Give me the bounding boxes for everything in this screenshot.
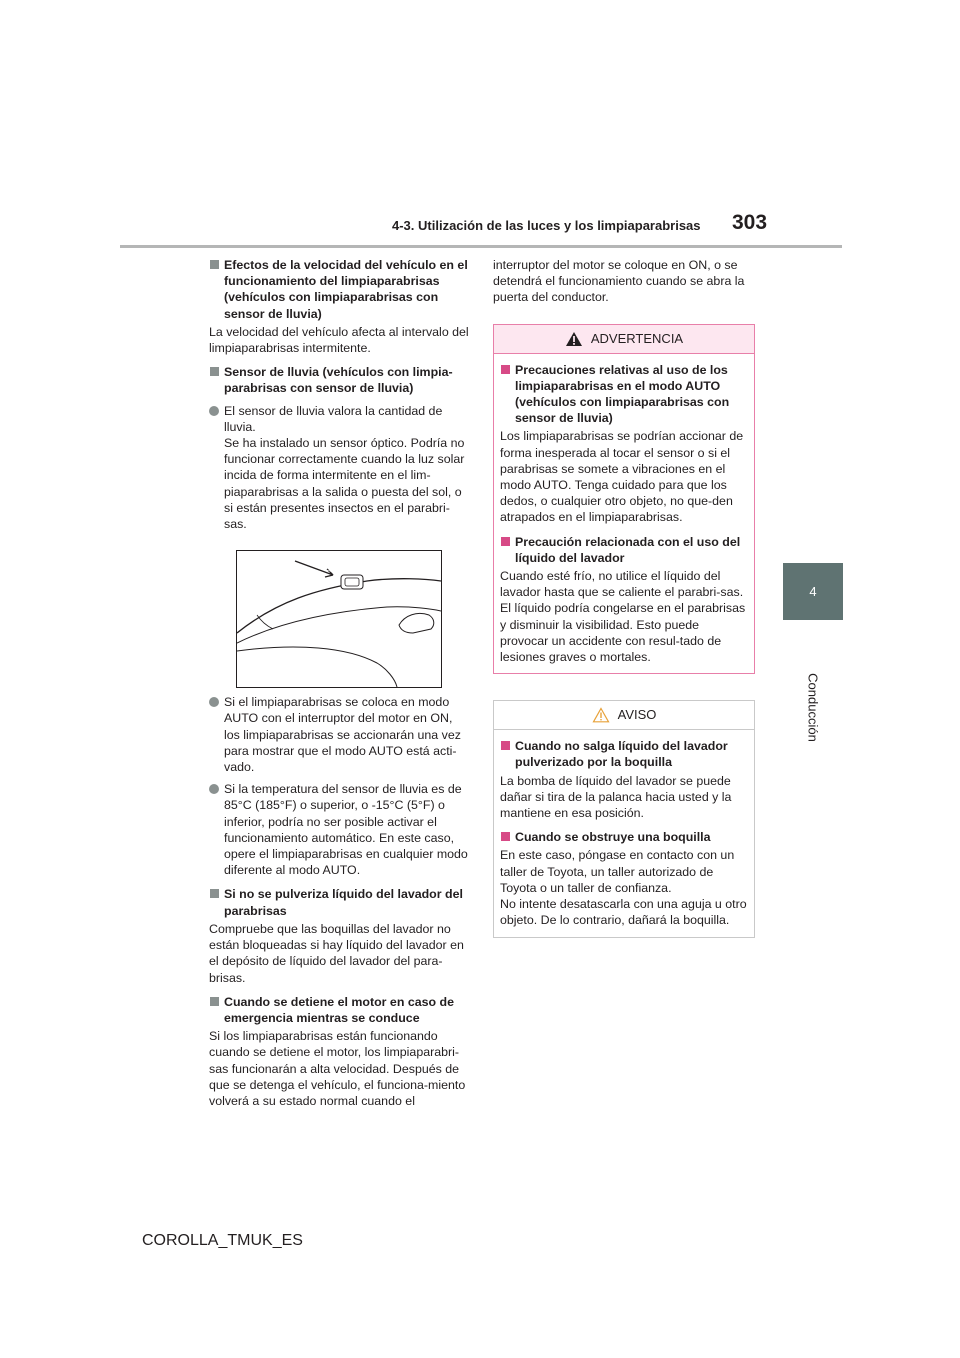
bullet-item: Si la temperatura del sensor de lluvia es de 85°C (185°F) o superior, o -15°C (5°F) o inferior, podría no ser posible activar el funcionamiento automático. En este caso, opere el limpiaparabrisas en cualquier modo diferente al modo AUTO. — [209, 781, 471, 878]
left-column — [209, 257, 471, 1109]
section-heading: Efectos de la velocidad del vehículo en el funcionamiento del limpiaparabrisas (vehículos con limpiaparabrisas con sensor de lluvia) — [209, 257, 471, 322]
right-column — [493, 257, 755, 938]
paragraph: La velocidad del vehículo afecta al intervalo del limpiaparabrisas intermitente. — [209, 324, 469, 356]
section-heading: Si no se pulveriza líquido del lavador del parabrisas — [209, 886, 471, 918]
chapter-tab: 4 — [783, 563, 843, 620]
notice-box — [493, 700, 755, 937]
notice-title-bar — [494, 701, 754, 730]
section-heading: Cuando no salga líquido del lavador pulverizado por la boquilla — [500, 738, 748, 770]
paragraph: Cuando esté frío, no utilice el líquido del lavador hasta que se caliente el parabri-sas. El líquido podría congelarse en el parabrisas y disminuir la visibilidad. Esto puede provocar un accidente con resul-tado de lesiones graves o mortales. — [500, 569, 746, 665]
header-rule — [120, 245, 842, 248]
section-heading: Sensor de lluvia (vehículos con limpia-parabrisas con sensor de lluvia) — [209, 364, 471, 396]
paragraph: En este caso, póngase en contacto con un taller de Toyota, un taller autorizado de Toyota o un taller de confianza. No intente desatascarla con una aguja u otro objeto. De lo contrario, dañará la boquilla. — [500, 848, 747, 928]
paragraph: Compruebe que las boquillas del lavador no están bloqueadas si hay líquido del lavador en el depósito de líquido del lavador del para-brisas. — [209, 921, 464, 985]
warning-title-bar — [494, 325, 754, 354]
paragraph: interruptor del motor se coloque en ON, o se detendrá el funcionamiento cuando se abra la puerta del conductor. — [493, 258, 745, 305]
warning-title: ADVERTENCIA — [590, 330, 684, 346]
section-heading: Cuando se detiene el motor en caso de emergencia mientras se conduce — [209, 994, 471, 1026]
paragraph: Si los limpiaparabrisas están funcionando cuando se detiene el motor, los limpiaparabri-sas funcionarán a alta velocidad. Después de que se detenga el vehículo, el funciona-miento volverá a su estado normal cuando el — [209, 1029, 466, 1108]
footer-document-code: COROLLA_TMUK_ES — [142, 1232, 303, 1249]
section-heading: Precaución relacionada con el uso del líquido del lavador — [500, 534, 748, 566]
section-heading: Cuando se obstruye una boquilla — [500, 829, 748, 845]
bullet-item: Si el limpiaparabrisas se coloca en modo AUTO con el interruptor del motor en ON, los limpiaparabrisas se accionarán una vez para mostrar que el modo AUTO está acti-vado. — [209, 694, 471, 775]
paragraph: Los limpiaparabrisas se podrían accionar de forma inesperada al tocar el sensor o si el parabrisas se somete a vibraciones en el modo AUTO. Tenga cuidado para que los dedos, o cualquier otro objeto, no que-den atrapados en el limpiaparabrisas. — [500, 429, 744, 525]
chapter-label: Conducción — [805, 673, 821, 742]
header-title: 4-3. Utilización de las luces y los limpiaparabrisas — [392, 218, 701, 233]
paragraph: La bomba de líquido del lavador se puede dañar si tira de la palanca hacia usted y la mantiene en esa posición. — [500, 773, 732, 821]
bullet-item: El sensor de lluvia valora la cantidad de lluvia. Se ha instalado un sensor óptico. Podría no funcionar correctamente cuando la luz solar incida de forma intermitente en el lim-piaparabrisas a la salida o puesta del sol, o si están presentes insectos en el parabri-sas. — [209, 403, 471, 533]
car-windshield-illustration — [237, 551, 441, 687]
notice-title: AVISO — [617, 707, 657, 723]
windshield-rain-sensor-illustration — [236, 550, 442, 688]
section-heading: Precauciones relativas al uso de los limpiaparabrisas en el modo AUTO (vehículos con limpiaparabrisas con sensor de lluvia) — [500, 362, 748, 427]
warning-triangle-icon — [565, 331, 583, 347]
warning-box — [493, 324, 755, 675]
caution-triangle-icon — [592, 707, 610, 723]
page-number: 303 — [732, 211, 768, 234]
